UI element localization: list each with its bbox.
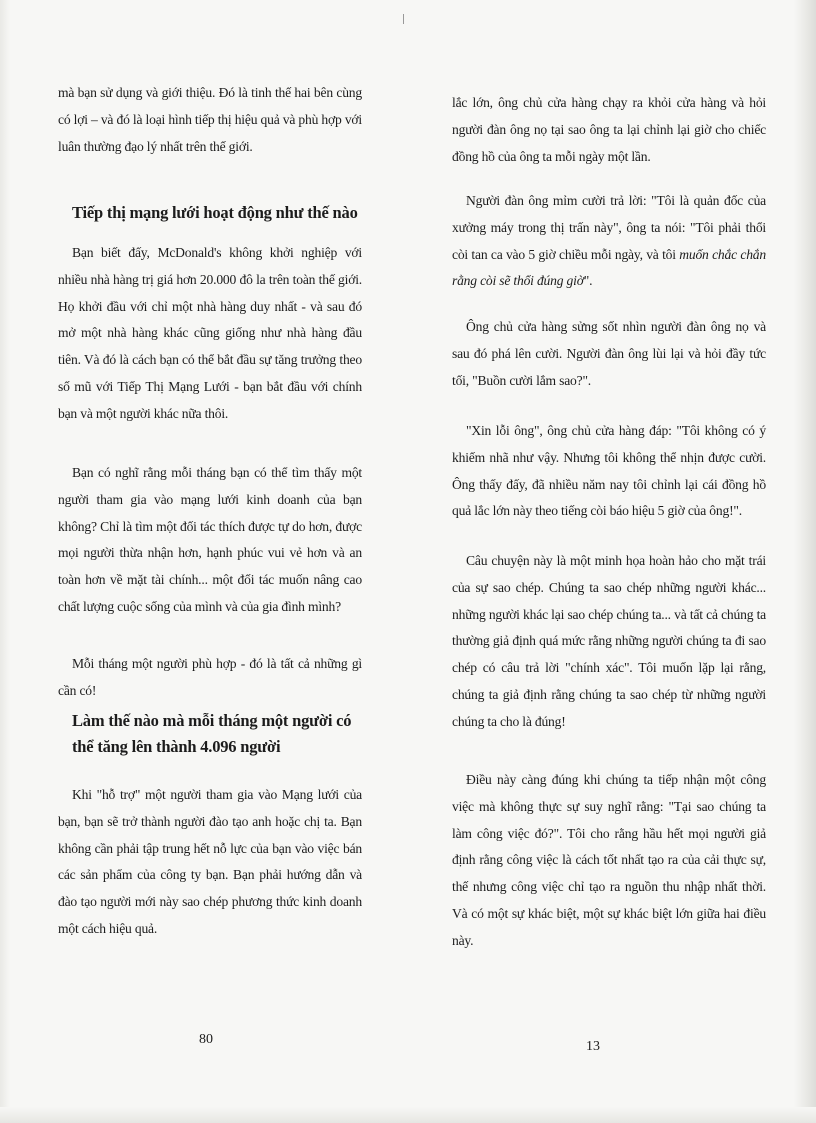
right-paragraph-6-block (452, 767, 766, 955)
right-paragraph-2-italic: muốn chắc chắn rằng còi sẽ thổi đúng giờ (452, 246, 766, 289)
left-paragraph-2: Bạn có nghĩ rằng mỗi tháng bạn có thể tìm thấy một người tham gia vào mạng lưới kinh doanh của bạn không? Chỉ là tìm một đối tác thích được tự do hơn, được mọi người thừa nhận hơn, hạnh phúc vui vẻ hơn và an toàn hơn về mặt tài chính... một đối tác muốn nâng cao chất lượng cuộc sống của mình và của gia đình mình? (58, 465, 362, 614)
right-paragraph-3-block (452, 314, 766, 394)
left-heading-2: Làm thế nào mà mỗi tháng một người có thể tăng lên thành 4.096 người (72, 711, 352, 756)
right-paragraph-2-block (452, 188, 766, 295)
right-paragraph-4: "Xin lỗi ông", ông chủ cửa hàng đáp: "Tôi không có ý khiếm nhã như vậy. Nhưng tôi không thể nhịn được cười. Ông thấy đấy, đã nhiều năm nay tôi chỉnh lại cái đồng hồ quả lắc lớn này theo tiếng còi báo hiệu 5 giờ của ông!". (452, 423, 766, 519)
left-heading-1-block (58, 200, 362, 226)
right-page-number: 13 (586, 1039, 600, 1054)
left-paragraph-4: Khi "hỗ trợ" một người tham gia vào Mạng lưới của bạn, bạn sẽ trở thành người đào tạo anh hoặc chị ta. Bạn không cần phải tập trung hết nỗ lực của bạn vào việc bán các sản phẩm của công ty bạn. Bạn phải hướng dẫn và đào tạo người mới này sao chép phương thức kinh doanh một cách hiệu quả. (58, 787, 362, 936)
right-paragraph-2-end: ". (583, 273, 593, 289)
right-page (452, 0, 766, 1123)
right-paragraph-6: Điều này càng đúng khi chúng ta tiếp nhận một công việc mà không thực sự suy nghĩ rằng: "Tại sao chúng ta làm công việc đó?". Tôi cho rằng hầu hết mọi người giả định rằng công việc là cách tốt nhất tạo ra của cải thực sự, thế nhưng công việc chỉ tạo ra nguồn thu nhập nhất thời. Và có một sự khác biệt, một sự khác biệt lớn giữa hai điều này. (452, 772, 766, 948)
left-intro-block (58, 80, 362, 160)
gutter-mark (403, 14, 404, 24)
left-page-number: 80 (199, 1032, 213, 1047)
left-paragraph-3-block (58, 651, 362, 705)
right-paragraph-1: lắc lớn, ông chủ cửa hàng chạy ra khỏi cửa hàng và hỏi người đàn ông nọ tại sao ông ta lại chỉnh lại giờ cho chiếc đồng hồ của ông ta mỗi ngày một lần. (452, 95, 766, 164)
left-paragraph-1-block (58, 240, 362, 428)
right-paragraph-5: Câu chuyện này là một minh họa hoàn hảo cho mặt trái của sự sao chép. Chúng ta sao chép những người khác... những người khác lại sao chép chúng ta... và tất cả chúng ta thường giả định quá mức rằng những người chúng ta đi sao chép có câu trả lời "chính xác". Tôi muốn lặp lại rằng, chúng ta giả định rằng chúng ta sao chép từ những người chúng ta cho là đúng! (452, 553, 766, 729)
left-heading-1: Tiếp thị mạng lưới hoạt động như thế nào (72, 203, 358, 222)
right-paragraph-5-block (452, 548, 766, 736)
left-paragraph-4-block (58, 782, 362, 943)
scan-edge-left (0, 0, 10, 1123)
left-heading-2-block (58, 708, 362, 760)
left-intro-paragraph: mà bạn sử dụng và giới thiệu. Đó là tinh thế hai bên cùng có lợi – và đó là loại hình tiếp thị hiệu quả và phù hợp với luân thường đạo lý nhất trên thế giới. (58, 85, 362, 154)
left-paragraph-3: Mỗi tháng một người phù hợp - đó là tất cả những gì cần có! (58, 656, 362, 698)
right-paragraph-4-block (452, 418, 766, 525)
scan-edge-right (794, 0, 816, 1123)
left-paragraph-1: Bạn biết đấy, McDonald's không khởi nghiệp với nhiều nhà hàng trị giá hơn 20.000 đô la trên toàn thế giới. Họ khởi đầu với chỉ một nhà hàng duy nhất - và sau đó mở một nhà hàng khác cũng giống như nhà hàng đầu tiên. Và đó là cách bạn có thể bắt đầu sự tăng trưởng theo số mũ với Tiếp Thị Mạng Lưới - bạn bắt đầu với chính bạn và một người khác nữa thôi. (58, 245, 362, 421)
right-paragraph-2 (452, 188, 766, 295)
left-paragraph-2-block (58, 460, 362, 621)
right-paragraph-3: Ông chủ cửa hàng sửng sốt nhìn người đàn ông nọ và sau đó phá lên cười. Người đàn ông lùi lại và hỏi đầy tức tối, "Buồn cười lắm sao?". (452, 319, 766, 388)
right-paragraph-2-start: Người đàn ông mỉm cười trả lời: "Tôi là quản đốc của xưởng máy trong thị trấn này", ông ta nói: "Tôi phải thổi còi tan ca vào 5 giờ chiều mỗi ngày, và tôi (452, 193, 766, 262)
right-paragraph-1-block (452, 90, 766, 170)
left-page (58, 0, 362, 1123)
